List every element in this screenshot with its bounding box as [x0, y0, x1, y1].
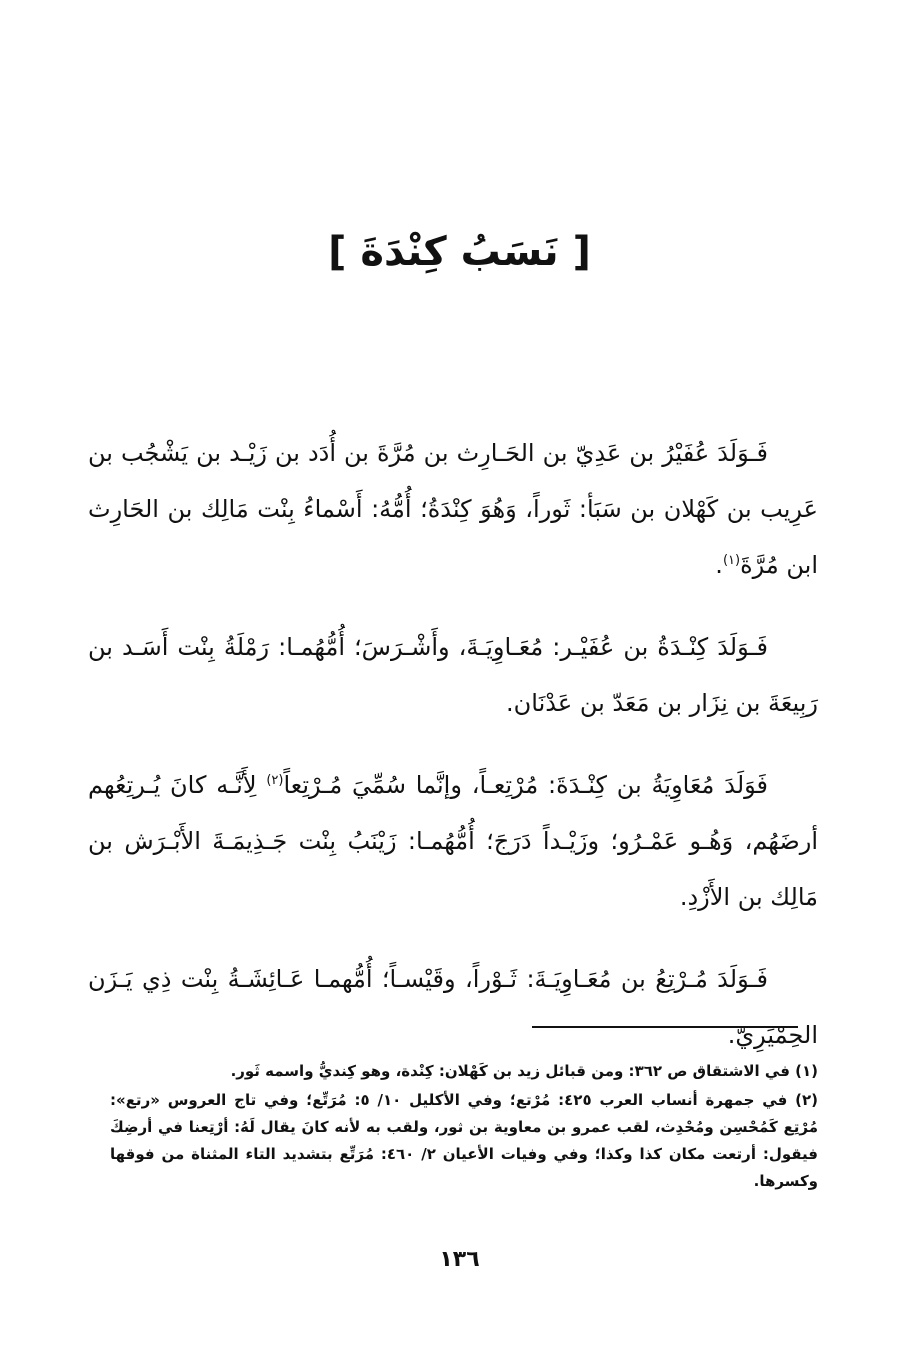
paragraph-3-tail: لِأَنَّـه كانَ يُـرتِعُهم أرضَهُم، وَهُـو عَمْـرُو؛ وزَيْـداً دَرَجَ؛ أُمُّهُمـا: زَيْنَبُ بِنْت جَـذِيمَـةَ الأَبْـرَش بن مَالِك بن الأَزْدِ. [88, 771, 818, 911]
footnote-1: (١) في الاشتقاق ص ٣٦٢: ومن قبائل زيد بن كَهْلان: كِنْدة، وهو كِنديُّ واسمه ثَور. [230, 1062, 818, 1080]
paragraph-3-text: فَوَلَدَ مُعَاوِيَةُ بن كِنْـدَةَ: مُرْتِعـاً، وإنَّما سُمِّيَ مُـرْتِعاً [283, 771, 769, 799]
paragraph-4-text: فَـوَلَدَ مُـرْتِعُ بن مُعَـاوِيَـةَ: ثَـوْراً، وقَيْسـاً؛ أُمُّهمـا عَـائِشَـةُ بِنْت ذِي يَـزَن الحِمْيَرِيّ. [88, 965, 818, 1049]
paragraph-4 [88, 951, 818, 1063]
paragraph-1 [88, 425, 818, 593]
paragraph-3 [88, 757, 818, 925]
chapter-title: [ نَسَبُ كِنْدَةَ ] [328, 229, 591, 275]
paragraph-1-tail: . [715, 551, 723, 579]
main-text [88, 425, 818, 1089]
page-number: ١٣٦ [439, 1247, 480, 1272]
footnotes [110, 1058, 818, 1197]
footnote-ref-1: (١) [722, 553, 741, 568]
footnote-divider [532, 1026, 798, 1028]
paragraph-2-text: فَـوَلَدَ كِنْـدَةُ بن عُفَيْـر: مُعَـاوِيَـةَ، وأَشْـرَسَ؛ أُمُّهُمـا: رَمْلَةُ بِنْت أَسَـد بن رَبِيعَةَ بن نِزَار بن مَعَدّ بن عَدْنَان. [88, 633, 818, 717]
footnote-ref-2: (٢) [266, 773, 284, 788]
paragraph-1-text: فَـوَلَدَ عُفَيْرُ بن عَدِيّ بن الحَـارِث بن مُرَّةَ بن أُدَد بن زَيْـد بن يَشْجُب بن عَرِيب بن كَهْلان بن سَبَأ: ثَوراً، وَهُوَ كِنْدَةُ؛ أُمُّهُ: أَسْماءُ بِنْت مَالِك بن الحَارِث ابن مُرَّةَ [88, 439, 818, 579]
footnote-2: (٢) في جمهرة أنساب العرب ٤٢٥: مُرْتع؛ وفي الأكليل ١٠/ ٥: مُرَتِّع؛ وفي تاج العروس «رتع»: مُرْتِع كَمُحْسِن ومُحْدِث، لقب عمرو بن معاوية بن ثور، ولقب به لأنه كانَ يقال لَهُ: أرْتِعنا في أرضِكَ فيقول: أرتعت مكان كذا وكذا؛ وفي وفيات الأعيان ٢/ ٤٦٠: مُرَتِّع بتشديد التاء المثناة من فوقها وكسرها. [110, 1091, 818, 1190]
paragraph-2 [88, 619, 818, 731]
